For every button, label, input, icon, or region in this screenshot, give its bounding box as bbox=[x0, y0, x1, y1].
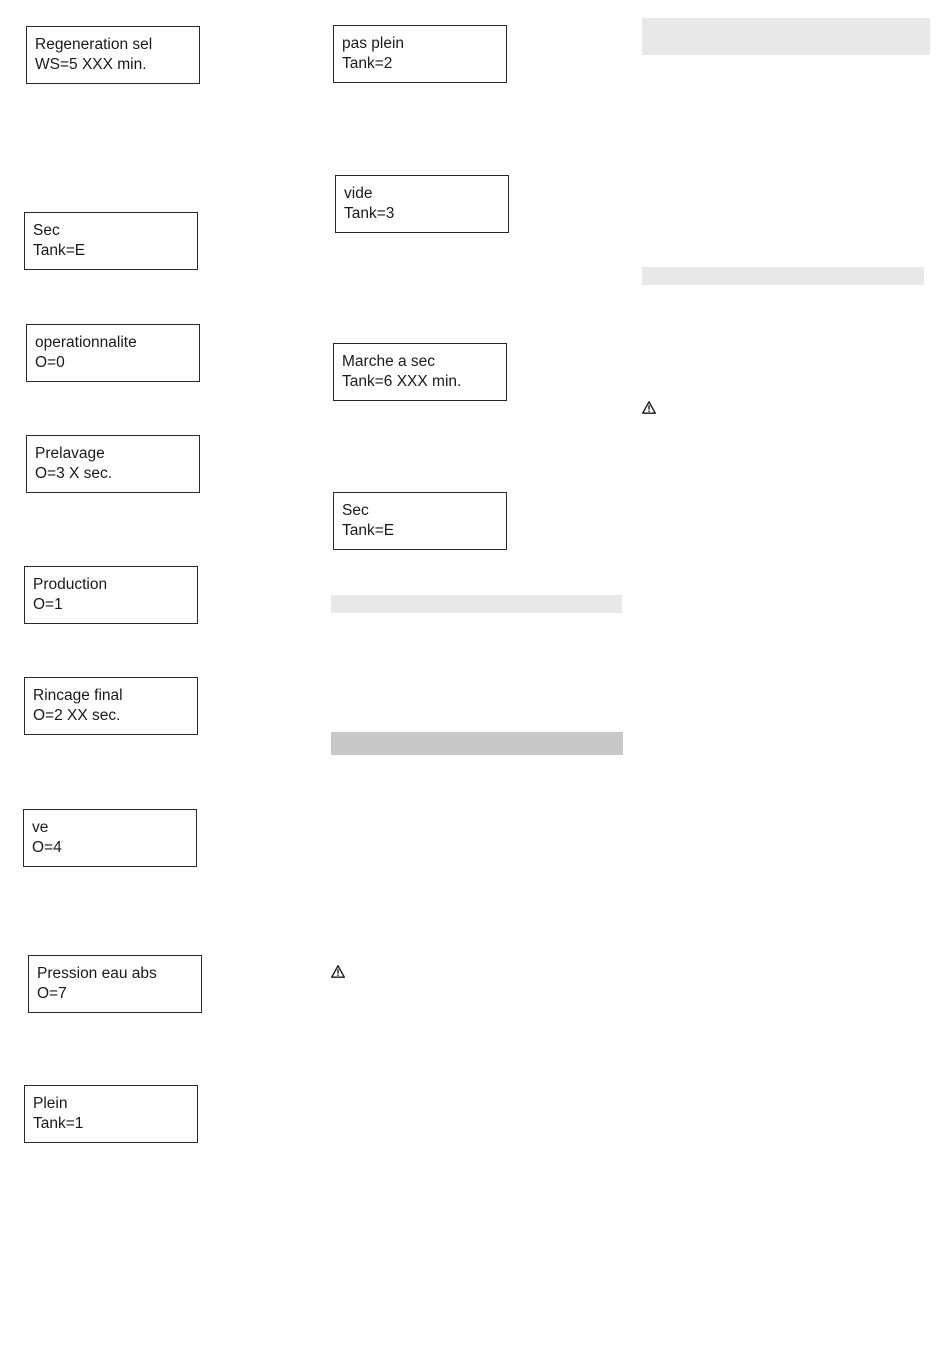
display-line-2: Tank=E bbox=[342, 521, 395, 539]
display-marche-a-sec bbox=[333, 343, 507, 401]
display-plein bbox=[24, 1085, 198, 1143]
display-regeneration-sel bbox=[26, 26, 200, 84]
display-pas-plein bbox=[333, 25, 507, 83]
warning-triangle-icon bbox=[331, 965, 345, 978]
warning-triangle-icon bbox=[642, 401, 656, 414]
display-line-2: O=7 bbox=[37, 984, 67, 1002]
display-line-2: O=4 bbox=[32, 838, 62, 856]
display-line-2: O=1 bbox=[33, 595, 63, 613]
display-line-2: Tank=3 bbox=[344, 204, 395, 222]
display-line-1: Rincage final bbox=[33, 687, 123, 704]
display-line-2: Tank=E bbox=[33, 241, 86, 259]
display-production bbox=[24, 566, 198, 624]
section-header-bar-middle-1 bbox=[331, 595, 622, 613]
display-line-1: Pression eau abs bbox=[37, 965, 157, 982]
section-header-bar-middle-2 bbox=[331, 732, 623, 755]
display-line-1: Plein bbox=[33, 1095, 68, 1112]
display-line-2: O=0 bbox=[35, 353, 65, 371]
section-header-bar-right-1 bbox=[642, 18, 930, 55]
display-line-1: Regeneration sel bbox=[35, 36, 153, 53]
display-vide bbox=[335, 175, 509, 233]
display-line-2: O=3 X sec. bbox=[35, 464, 113, 482]
display-line-1: Sec bbox=[342, 502, 369, 519]
display-line-1: Marche a sec bbox=[342, 353, 436, 370]
display-line-1: Prelavage bbox=[35, 445, 105, 462]
display-line-1: Production bbox=[33, 576, 108, 593]
display-ve bbox=[23, 809, 197, 867]
display-line-2: Tank=1 bbox=[33, 1114, 84, 1132]
display-pression-eau-abs bbox=[28, 955, 202, 1013]
display-line-1: operationnalite bbox=[35, 334, 137, 351]
display-line-2: Tank=2 bbox=[342, 54, 393, 72]
display-rincage-final bbox=[24, 677, 198, 735]
display-line-1: vide bbox=[344, 185, 373, 202]
section-header-bar-right-2 bbox=[642, 267, 924, 285]
display-line-1: pas plein bbox=[342, 35, 405, 52]
display-prelavage bbox=[26, 435, 200, 493]
display-sec-left bbox=[24, 212, 198, 270]
display-line-2: O=2 XX sec. bbox=[33, 706, 121, 724]
display-line-1: ve bbox=[32, 819, 49, 836]
display-sec-middle bbox=[333, 492, 507, 550]
display-line-1: Sec bbox=[33, 222, 60, 239]
display-operationnalite bbox=[26, 324, 200, 382]
display-line-2: WS=5 XXX min. bbox=[35, 55, 147, 73]
display-line-2: Tank=6 XXX min. bbox=[342, 372, 462, 390]
